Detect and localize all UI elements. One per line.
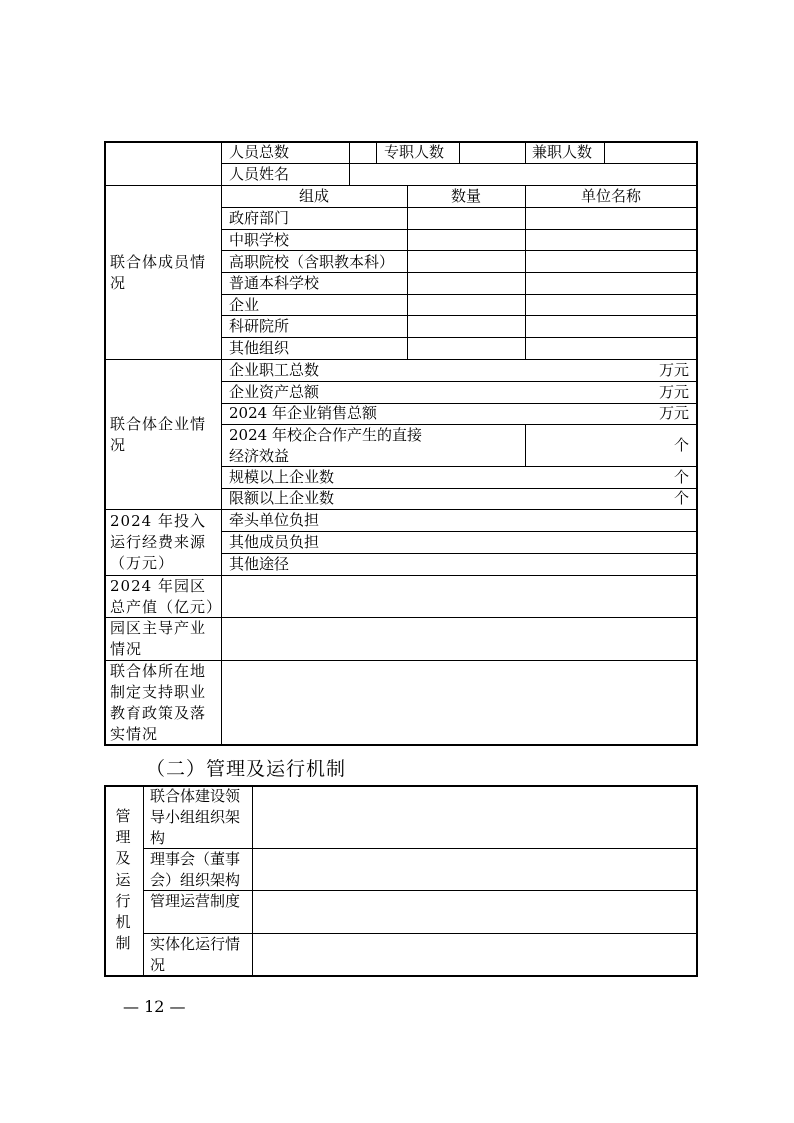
- staff-fulltime-label: 专职人数: [384, 143, 445, 161]
- funding-row-label: 其他成员负担: [229, 533, 320, 551]
- funding-section-label: 2024 年投入运行经费来源（万元）: [110, 512, 207, 572]
- enterprise-row-unit: 万元: [658, 361, 689, 379]
- members-section-label: 联合体成员情况: [110, 253, 207, 292]
- staff-parttime-label: 兼职人数: [532, 143, 593, 161]
- member-row-label: 其他组织: [229, 339, 290, 357]
- staff-total-label: 人员总数: [229, 143, 290, 161]
- management-side-label: 管理及运行机制: [115, 807, 131, 953]
- management-row-label: 理事会（董事会）组织架构: [150, 850, 241, 889]
- page-number: — 12 —: [123, 997, 186, 1016]
- staff-names-label: 人员姓名: [229, 165, 290, 183]
- enterprise-row-label: 企业职工总数: [229, 361, 320, 379]
- member-row-label: 中职学校: [229, 231, 290, 249]
- members-header-composition: 组成: [298, 187, 329, 205]
- enterprise-row-unit: 个: [673, 489, 689, 507]
- enterprise-row-label: 规模以上企业数: [229, 468, 335, 486]
- management-row-label: 实体化运行情况: [150, 935, 241, 974]
- enterprises-section-label: 联合体企业情况: [110, 415, 207, 454]
- management-row-label: 联合体建设领导小组组织架构: [150, 787, 241, 847]
- member-row-label: 政府部门: [229, 209, 290, 227]
- enterprise-row-unit: 个: [673, 468, 689, 486]
- funding-row-label: 牵头单位负担: [229, 511, 320, 529]
- funding-row-label: 其他途径: [229, 555, 290, 573]
- enterprise-row-label: 企业资产总额: [229, 383, 320, 401]
- enterprise-row-label: 2024 年企业销售总额: [229, 404, 377, 422]
- enterprise-row-label: 2024 年校企合作产生的直接经济效益: [229, 426, 422, 465]
- members-header-count: 数量: [450, 187, 481, 205]
- enterprise-row-label: 限额以上企业数: [229, 489, 335, 507]
- member-row-label: 普通本科学校: [229, 274, 320, 292]
- park-output-label: 2024 年园区总产值（亿元）: [110, 577, 223, 616]
- park-industry-label: 园区主导产业情况: [110, 619, 207, 658]
- policy-label: 联合体所在地制定支持职业教育政策及落实情况: [110, 662, 207, 743]
- management-row-label: 管理运营制度: [150, 892, 241, 910]
- member-row-label: 高职院校（含职教本科）: [229, 253, 395, 271]
- member-row-label: 企业: [229, 296, 260, 314]
- section-heading: （二）管理及运行机制: [146, 758, 347, 780]
- enterprise-row-unit: 个: [673, 436, 689, 454]
- enterprise-row-unit: 万元: [658, 404, 689, 422]
- member-row-label: 科研院所: [229, 317, 290, 335]
- enterprise-row-unit: 万元: [658, 383, 689, 401]
- members-header-unit-name: 单位名称: [580, 187, 641, 205]
